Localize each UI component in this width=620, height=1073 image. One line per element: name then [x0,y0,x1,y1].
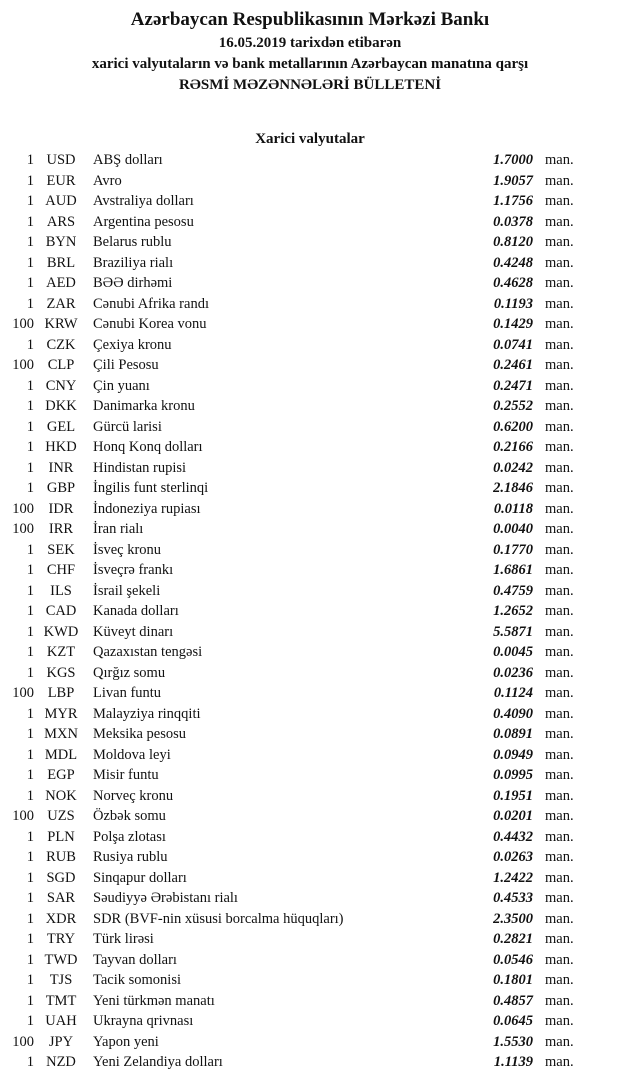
section-title-foreign-currencies: Xarici valyutalar [255,131,365,147]
quantity: 1 [26,931,34,947]
exchange-rate: 0.0242 [493,459,533,476]
quantity: 100 [12,1033,34,1050]
table-row [0,376,620,397]
unit-label: man. [545,418,574,435]
quantity: 1 [26,172,34,189]
table-row [0,970,620,991]
table-row [0,806,620,827]
currency-code: CZK [46,336,76,353]
exchange-rate: 0.4628 [493,275,533,291]
exchange-rate: 0.4248 [493,254,533,271]
currency-code: SAR [46,890,76,906]
currency-code: IDR [48,500,74,517]
exchange-rate: 0.0040 [493,521,533,537]
quantity: 1 [26,890,34,906]
table-row [0,724,620,745]
table-row [0,171,620,192]
exchange-rate: 0.0118 [493,500,533,517]
exchange-rate: 0.0645 [493,1013,533,1029]
currency-name: ABŞ dolları [93,152,163,168]
currency-name: Misir funtu [93,767,159,783]
bank-title: Azərbaycan Respublikasının Mərkəzi Bankı [130,9,490,30]
currency-code: EUR [46,172,76,189]
currency-name: Belarus rublu [93,234,172,250]
currency-code: AED [46,275,76,291]
unit-label: man. [545,500,574,517]
exchange-rate: 1.9057 [493,172,533,189]
unit-label: man. [545,172,574,189]
quantity: 1 [26,972,34,988]
table-row [0,929,620,950]
table-row [0,273,620,294]
currency-code: CLP [47,357,75,373]
quantity: 1 [26,705,34,722]
quantity: 1 [26,254,34,271]
table-row [0,745,620,766]
currency-code: INR [48,459,74,476]
currency-name: Moldova leyi [93,746,171,763]
currency-code: CNY [45,377,77,394]
currency-name: Tayvan dolları [93,951,177,968]
exchange-rate: 1.5530 [493,1033,533,1050]
unit-label: man. [545,439,574,455]
currency-code: TWD [44,951,78,968]
currency-name: Gürcü larisi [93,418,162,435]
currency-name: Qırğız somu [93,664,166,681]
currency-code: LBP [47,685,75,701]
currency-name: İsrail şekeli [93,582,161,599]
currency-name: İran rialı [93,521,144,537]
currency-code: TMT [45,992,77,1009]
table-row [0,253,620,274]
currency-code: NZD [46,1054,76,1070]
currency-name: Səudiyyə Ərəbistanı rialı [93,890,238,906]
table-row [0,786,620,807]
table-row [0,1032,620,1053]
table-row [0,1011,620,1032]
unit-label: man. [545,910,574,927]
exchange-rate: 0.1193 [493,295,533,312]
table-row [0,1052,620,1073]
unit-label: man. [545,992,574,1009]
unit-label: man. [545,582,574,599]
table-row [0,294,620,315]
table-row [0,683,620,704]
quantity: 1 [26,664,34,681]
table-row [0,909,620,930]
table-row [0,827,620,848]
currency-code: NOK [45,787,77,804]
unit-label: man. [545,767,574,783]
unit-label: man. [545,890,574,906]
unit-label: man. [545,377,574,394]
quantity: 100 [12,685,34,701]
exchange-rate: 0.0045 [493,644,533,660]
currency-name: Tacik somonisi [93,972,181,988]
currency-name: İndoneziya rupiası [93,500,201,517]
currency-name: Malayziya rinqqiti [93,705,201,722]
quantity: 1 [26,787,34,804]
unit-label: man. [545,152,574,168]
table-row [0,355,620,376]
table-row [0,765,620,786]
quantity: 100 [12,500,34,517]
currency-name: Norveç kronu [93,787,174,804]
currency-code: MYR [44,705,78,722]
quantity: 1 [26,213,34,230]
table-row [0,950,620,971]
table-row [0,601,620,622]
table-row [0,191,620,212]
quantity: 1 [26,377,34,394]
currency-name: BƏƏ dirhəmi [93,275,173,291]
quantity: 1 [26,1054,34,1070]
exchange-rate: 0.1770 [493,541,533,558]
unit-label: man. [545,562,574,578]
currency-name: İngilis funt sterlinqi [93,480,209,496]
unit-label: man. [545,931,574,947]
currency-code: AUD [45,193,77,209]
currency-code: ILS [50,582,72,599]
exchange-rate: 1.7000 [493,152,533,168]
currency-name: Ukrayna qrivnası [93,1013,194,1029]
currency-code: TRY [46,931,76,947]
quantity: 1 [26,193,34,209]
unit-label: man. [545,234,574,250]
table-row [0,642,620,663]
exchange-rate: 0.4857 [493,992,533,1009]
unit-label: man. [545,316,574,332]
unit-label: man. [545,193,574,209]
currency-code: DKK [45,398,77,414]
currency-name: Hindistan rupisi [93,459,187,476]
currency-code: USD [46,152,76,168]
exchange-rate: 0.4759 [493,582,533,599]
exchange-rate: 0.1124 [493,685,533,701]
exchange-rate: 0.6200 [493,418,533,435]
exchange-rate: 1.1139 [493,1054,533,1070]
quantity: 1 [26,951,34,968]
quantity: 1 [26,295,34,312]
currency-code: ZAR [46,295,76,312]
currency-name: Sinqapur dolları [93,869,187,886]
bulletin-title-line: RƏSMİ MƏZƏNNƏLƏRİ BÜLLETENİ [178,77,442,93]
currency-name: Çin yuanı [93,377,150,394]
exchange-rate: 0.2552 [493,398,533,414]
currency-name: Özbək somu [93,808,166,824]
currency-code: KGS [46,664,76,681]
quantity: 1 [26,336,34,353]
currency-name: Cənubi Afrika randı [93,295,209,312]
currency-code: KWD [43,623,79,640]
currency-name: Yapon yeni [93,1033,159,1050]
unit-label: man. [545,951,574,968]
quantity: 1 [26,275,34,291]
quantity: 1 [26,398,34,414]
table-row [0,622,620,643]
currency-name: Argentina pesosu [93,213,194,230]
quantity: 1 [26,746,34,763]
currency-code: BRL [46,254,76,271]
currency-code: IRR [48,521,74,537]
currency-code: TJS [49,972,73,988]
currency-code: EGP [47,767,75,783]
subject-line: xarici valyutaların və bank metallarının Azərbaycan manatına qarşı [91,56,529,72]
table-row [0,437,620,458]
currency-code: UZS [47,808,75,824]
exchange-rate: 5.5871 [493,623,533,640]
unit-label: man. [545,275,574,291]
unit-label: man. [545,705,574,722]
table-row [0,417,620,438]
quantity: 1 [26,418,34,435]
currency-name: Yeni türkmən manatı [93,992,215,1009]
exchange-rate: 0.4090 [493,705,533,722]
currency-name: Rusiya rublu [93,849,168,865]
currency-code: XDR [45,910,77,927]
unit-label: man. [545,849,574,865]
currency-code: GEL [46,418,76,435]
unit-label: man. [545,1033,574,1050]
currency-code: KZT [46,644,76,660]
currency-code: UAH [45,1013,77,1029]
table-row [0,519,620,540]
table-row [0,704,620,725]
quantity: 1 [26,541,34,558]
quantity: 1 [26,582,34,599]
currency-code: PLN [47,828,75,845]
currency-name: Türk lirəsi [93,931,154,947]
currency-name: Cənubi Korea vonu [93,316,207,332]
quantity: 100 [12,316,34,332]
quantity: 1 [26,767,34,783]
unit-label: man. [545,623,574,640]
unit-label: man. [545,726,574,742]
currency-code: RUB [46,849,76,865]
quantity: 1 [26,828,34,845]
exchange-rate: 0.2821 [493,931,533,947]
quantity: 1 [26,459,34,476]
currency-table [0,150,620,1073]
exchange-rate: 2.1846 [493,480,533,496]
unit-label: man. [545,685,574,701]
unit-label: man. [545,521,574,537]
currency-code: GBP [46,480,76,496]
currency-name: Qazaxıstan tengəsi [93,644,203,660]
table-row [0,150,620,171]
currency-code: SEK [47,541,75,558]
currency-name: Livan funtu [93,685,162,701]
table-row [0,396,620,417]
currency-code: BYN [45,234,77,250]
exchange-rate: 1.2652 [493,603,533,619]
exchange-rate: 0.4533 [493,890,533,906]
quantity: 100 [12,808,34,824]
exchange-rate: 0.2471 [493,377,533,394]
quantity: 1 [26,869,34,886]
currency-code: MXN [44,726,78,742]
quantity: 1 [26,480,34,496]
currency-name: Honq Konq dolları [93,439,203,455]
unit-label: man. [545,541,574,558]
currency-code: HKD [45,439,77,455]
quantity: 1 [26,623,34,640]
exchange-rate: 2.3500 [493,910,533,927]
table-row [0,663,620,684]
quantity: 1 [26,849,34,865]
unit-label: man. [545,746,574,763]
table-row [0,888,620,909]
effective-date-line: 16.05.2019 tarixdən etibarən [218,35,402,51]
table-row [0,335,620,356]
currency-name: Meksika pesosu [93,726,187,742]
table-row [0,314,620,335]
unit-label: man. [545,254,574,271]
table-row [0,868,620,889]
table-row [0,499,620,520]
table-row [0,847,620,868]
table-row [0,540,620,561]
currency-name: Kanada dolları [93,603,179,619]
quantity: 1 [26,1013,34,1029]
table-row [0,212,620,233]
unit-label: man. [545,1013,574,1029]
table-row [0,991,620,1012]
unit-label: man. [545,787,574,804]
currency-code: SGD [46,869,76,886]
currency-name: Avro [93,172,122,189]
unit-label: man. [545,664,574,681]
currency-code: ARS [46,213,76,230]
unit-label: man. [545,972,574,988]
currency-name: Danimarka kronu [93,398,195,414]
exchange-rate: 0.0546 [493,951,533,968]
unit-label: man. [545,480,574,496]
quantity: 1 [26,152,34,168]
currency-name: Yeni Zelandiya dolları [93,1054,223,1070]
currency-code: JPY [48,1033,74,1050]
currency-name: Avstraliya dolları [93,193,194,209]
quantity: 1 [26,439,34,455]
table-row [0,478,620,499]
currency-name: İsveç kronu [93,541,162,558]
currency-code: KRW [44,316,78,332]
exchange-rate: 0.2166 [493,439,533,455]
unit-label: man. [545,295,574,312]
quantity: 100 [12,521,34,537]
exchange-rate: 1.1756 [493,193,533,209]
unit-label: man. [545,357,574,373]
currency-code: CHF [46,562,76,578]
quantity: 1 [26,644,34,660]
exchange-rate: 0.0263 [493,849,533,865]
exchange-rate: 0.0741 [493,336,533,353]
exchange-rate: 0.0201 [493,808,533,824]
unit-label: man. [545,644,574,660]
exchange-rate: 0.1951 [493,787,533,804]
unit-label: man. [545,869,574,886]
exchange-rate: 1.6861 [493,562,533,578]
quantity: 1 [26,603,34,619]
table-row [0,581,620,602]
currency-name: Çili Pesosu [93,357,159,373]
exchange-rate: 0.0949 [493,746,533,763]
currency-name: Polşa zlotası [93,828,166,845]
exchange-rate: 0.0378 [493,213,533,230]
exchange-rate: 0.2461 [493,357,533,373]
currency-code: CAD [45,603,77,619]
currency-name: Braziliya rialı [93,254,174,271]
quantity: 1 [26,562,34,578]
document-header [0,0,620,96]
quantity: 100 [12,357,34,373]
quantity: 1 [26,726,34,742]
table-row [0,232,620,253]
currency-name: Çexiya kronu [93,336,172,353]
unit-label: man. [545,603,574,619]
exchange-rate: 0.0236 [493,664,533,681]
exchange-rate: 0.4432 [493,828,533,845]
quantity: 1 [26,910,34,927]
unit-label: man. [545,459,574,476]
unit-label: man. [545,808,574,824]
quantity: 1 [26,992,34,1009]
exchange-rate: 0.1801 [493,972,533,988]
table-row [0,458,620,479]
currency-code: MDL [44,746,78,763]
unit-label: man. [545,828,574,845]
unit-label: man. [545,398,574,414]
currency-name: SDR (BVF-nin xüsusi borcalma hüquqları) [93,910,344,927]
quantity: 1 [26,234,34,250]
unit-label: man. [545,1054,574,1070]
exchange-rate: 0.1429 [493,316,533,332]
exchange-rate: 0.8120 [493,234,533,250]
exchange-rate: 1.2422 [493,869,533,886]
exchange-rate: 0.0995 [493,767,533,783]
currency-name: İsveçrə frankı [93,562,174,578]
exchange-rate: 0.0891 [493,726,533,742]
unit-label: man. [545,336,574,353]
currency-name: Küveyt dinarı [93,623,174,640]
table-row [0,560,620,581]
unit-label: man. [545,213,574,230]
